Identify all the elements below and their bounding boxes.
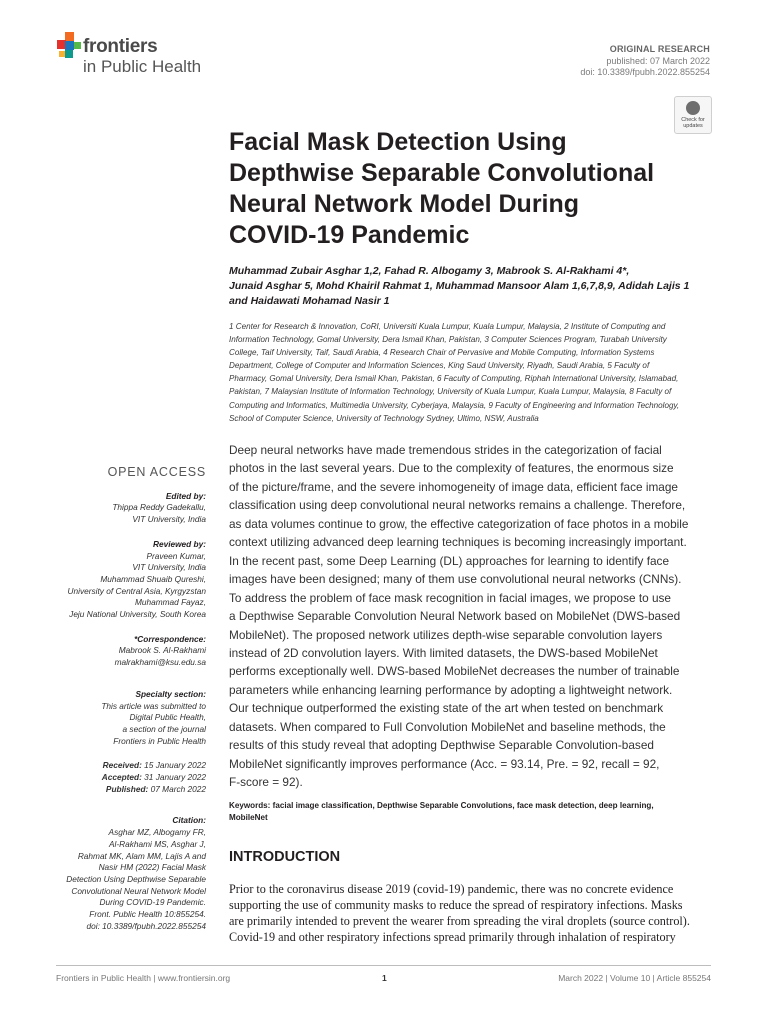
intro-line: Covid-19 and other respiratory infections spread primarily through inhalation of respiratory [229, 930, 676, 944]
keywords-line: MobileNet [229, 812, 268, 822]
dates-block [16, 760, 206, 795]
correspondence-name: Mabrook S. Al-Rakhami [118, 645, 206, 656]
specialty-section-block [16, 689, 206, 748]
abstract-line: results of this study reveal that adopting Depthwise Separable Convolution-based [229, 738, 654, 753]
abstract-line: datasets. When compared to Full Convolution MobileNet and baseline methods, the [229, 719, 666, 734]
reviewed-by-block [16, 539, 206, 621]
citation-block [16, 815, 206, 932]
abstract-line: a Depthwise Separable Convolution Neural Network based on MobileNet (DWS-based [229, 609, 681, 624]
reviewer-line: Muhammad Shuaib Qureshi, [100, 573, 206, 584]
affiliation-line: 1 Center for Research & Innovation, CoRI, Universiti Kuala Lumpur, Kuala Lumpur, Malaysia, 2 Institute of Computing and [229, 322, 666, 331]
abstract-line: images have been designed; many of them use convolutional neural networks (CNNs). [229, 572, 682, 587]
affiliation-line: Computing and Informatics, Multimedia University, Cyberjaya, Malaysia, 9 Faculty of Engineering and Information Technology, [229, 400, 680, 410]
doi[interactable]: doi: 10.3389/fpubh.2022.855254 [580, 67, 710, 77]
intro-line: supporting the use of community masks to reduce the spread of respiratory infections. Masks [229, 898, 683, 912]
affiliations [229, 320, 711, 425]
author-line[interactable]: Junaid Asghar 5, Mohd Khairil Rahmat 1, Muhammad Mansoor Alam 1,6,7,8,9, Adidah Lajis 1 [229, 280, 690, 292]
citation-heading: Citation: [172, 815, 206, 826]
open-access-label[interactable]: OPEN ACCESS [107, 465, 206, 479]
abstract-line: performs exceptionally well. DWS-based MobileNet decreases the number of trainable [229, 664, 680, 679]
edited-by-heading: Edited by: [165, 490, 206, 501]
abstract-line: Deep neural networks have made tremendous strides in the categorization of facial [229, 443, 662, 457]
abstract-line: parameters while enhancing learning performance by adopting a lightweight network. [229, 682, 673, 697]
author-line[interactable]: and Haidawati Mohamad Nasir 1 [229, 295, 390, 307]
abstract-line: To address the problem of face mask recognition in facial images, we propose to use [229, 590, 671, 605]
citation-line: Al-Rakhami MS, Asghar J, [109, 838, 206, 849]
specialty-line: a section of the journal [122, 723, 206, 734]
frontiers-logo-icon [56, 32, 82, 62]
edited-by-block [16, 491, 206, 526]
citation-line: Convolutional Neural Network Model [71, 885, 206, 896]
article-title [229, 127, 699, 251]
citation-line: During COVID-19 Pandemic. [99, 897, 206, 908]
abstract-line: MobileNet). The proposed network utilizes depth-wise separable convolution layers [229, 627, 663, 642]
intro-line: Prior to the coronavirus disease 2019 (covid-19) pandemic, there was no concrete evidence [229, 882, 674, 896]
editor-line: Thippa Reddy Gadekallu, [112, 502, 206, 513]
title-line: COVID-19 Pandemic [229, 221, 470, 249]
specialty-line: This article was submitted to [101, 700, 206, 711]
page-number: 1 [382, 973, 387, 983]
specialty-heading: Specialty section: [135, 688, 206, 699]
affiliation-line: Department, College of Computer and Information Sciences, King Saud University, Riyadh, Saudi Arabia, 5 Faculty of [229, 361, 650, 371]
affiliation-line: College, Taif University, Taif, Saudi Arabia, 4 Research Chair of Pervasive and Mobile Computing, Information Systems [229, 348, 655, 358]
keywords [229, 800, 711, 823]
journal-logo[interactable] [56, 32, 226, 80]
footer-volume-info: March 2022 | Volume 10 | Article 855254 [558, 973, 711, 983]
reviewer-line: Praveen Kumar, [146, 550, 206, 561]
published-date-sidebar: Published: 07 March 2022 [105, 783, 206, 794]
abstract-line: classification using deep convolutional neural networks remains a challenge. Therefore, [229, 498, 686, 513]
journal-brand: frontiers [83, 36, 158, 57]
abstract [229, 441, 711, 792]
citation-line: Front. Public Health 10:855254. [89, 909, 206, 920]
reviewer-line: Muhammad Fayaz, [134, 597, 206, 608]
title-line: Neural Network Model During [229, 190, 580, 218]
citation-line[interactable]: doi: 10.3389/fpubh.2022.855254 [86, 920, 206, 931]
abstract-line: context utilizing advanced deep learning techniques is becoming increasingly important. [229, 535, 687, 550]
abstract-line: Our technique outperformed the existing state of the art when tested on benchmark [229, 701, 664, 716]
correspondence-heading: *Correspondence: [134, 633, 206, 644]
affiliation-line: School of Computer Science, University of Technology Sydney, Ultimo, NSW, Australia [229, 413, 539, 423]
footer-journal-link[interactable]: Frontiers in Public Health | www.frontiersin.org [56, 973, 231, 983]
reviewer-line: Jeju National University, South Korea [69, 609, 206, 620]
received-date: Received: 15 January 2022 [102, 760, 206, 771]
affiliation-line: Information Technology, Gomal University, Dera Ismail Khan, Pakistan, 3 Computer Sciences Program, Turabah University [229, 335, 667, 345]
reviewer-line: University of Central Asia, Kyrgyzstan [67, 585, 206, 596]
citation-line: Nasir HM (2022) Facial Mask [98, 862, 206, 873]
intro-line: are primarily intended to prevent the wearer from spreading the viral droplets (source control). [229, 914, 690, 928]
introduction-body [229, 881, 711, 945]
journal-subtitle: in Public Health [83, 57, 202, 76]
author-list [229, 264, 709, 309]
citation-line: Detection Using Depthwise Separable [66, 873, 206, 884]
article-type: ORIGINAL RESEARCH [609, 44, 710, 54]
correspondence-block [16, 634, 206, 669]
published-date: published: 07 March 2022 [606, 55, 710, 66]
abstract-line: instead of 2D convolution layers. With limited datasets, the DWS-based MobileNet [229, 645, 658, 660]
abstract-line: F-score = 92). [229, 775, 303, 790]
title-line: Facial Mask Detection Using [229, 128, 567, 156]
article-meta [410, 44, 710, 79]
abstract-line: photos in the last several years. Due to the complexity of features, the enormous size [229, 461, 674, 476]
affiliation-line: Pharmacy, Gomal University, Dera Ismail Khan, Pakistan, 6 Faculty of Computing, Riphah International University, Islamabad, [229, 374, 679, 384]
check-updates-icon [686, 101, 700, 115]
article-sidebar [16, 467, 206, 946]
specialty-line: Digital Public Health, [129, 712, 206, 723]
reviewed-by-heading: Reviewed by: [152, 538, 206, 549]
reviewer-line: VIT University, India [132, 562, 206, 573]
specialty-line: Frontiers in Public Health [113, 735, 206, 746]
introduction-heading: INTRODUCTION [229, 849, 341, 865]
correspondence-email[interactable]: malrakhami@ksu.edu.sa [114, 657, 206, 668]
abstract-line: In the recent past, some Deep Learning (DL) approaches for learning to identify face [229, 553, 670, 568]
title-line: Depthwise Separable Convolutional [229, 159, 655, 187]
keywords-line: Keywords: facial image classification, Depthwise Separable Convolutions, face mask detection, deep learning, [229, 801, 654, 810]
abstract-line: of the picture/frame, and the severe inhomogeneity of image data, efficient face image [229, 479, 678, 494]
editor-line: VIT University, India [132, 514, 206, 525]
check-updates-label: Check for updates [681, 117, 705, 129]
citation-line: Rahmat MK, Alam MM, Lajis A and [77, 850, 206, 861]
affiliation-line: Pakistan, 7 Malaysian Institute of Information Technology, University of Kuala Lumpur, Kuala Lumpur, Malaysia, 8 Faculty of [229, 387, 672, 397]
abstract-line: as data volumes continue to grow, the effective categorization of face photos in a mobile [229, 516, 689, 531]
footer-divider [56, 965, 711, 966]
abstract-line: MobileNet significantly improves performance (Acc. = 93.14, Pre. = 92, recall = 92, [229, 756, 660, 771]
author-line[interactable]: Muhammad Zubair Asghar 1,2, Fahad R. Albogamy 3, Mabrook S. Al-Rakhami 4*, [229, 265, 630, 277]
accepted-date: Accepted: 31 January 2022 [101, 772, 206, 783]
citation-line: Asghar MZ, Albogamy FR, [108, 827, 206, 838]
